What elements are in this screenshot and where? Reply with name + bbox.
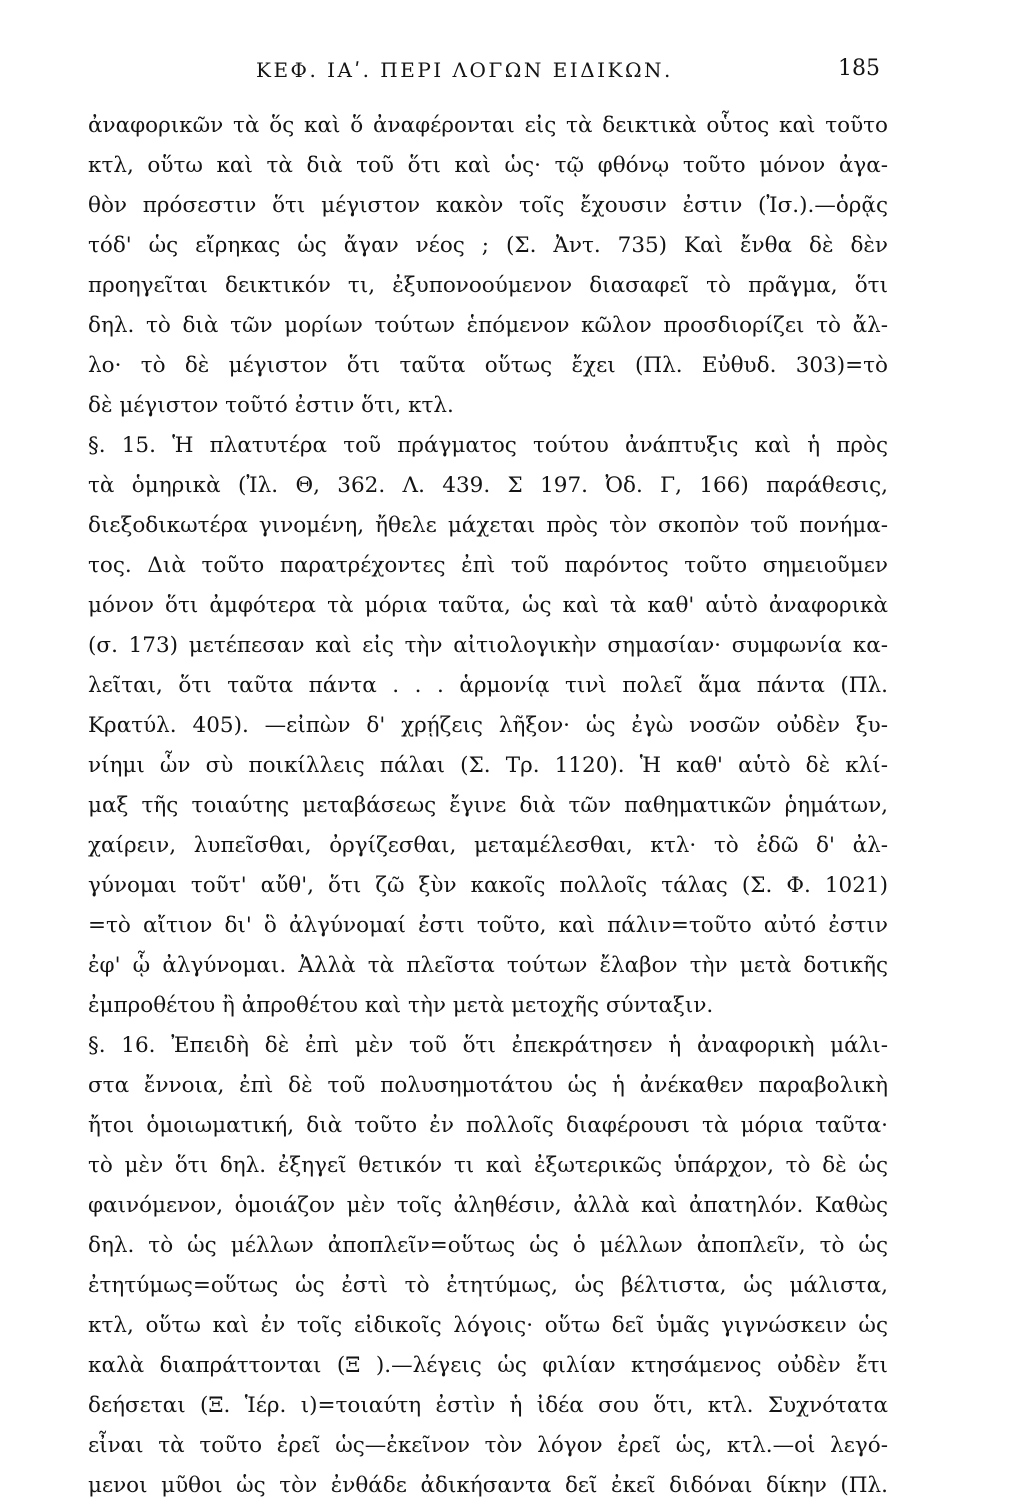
text-line: τόδ' ὡς εἴρηκας ὡς ἄγαν νέος ; (Σ. Ἀντ. 735) Καὶ ἔνθα δὲ δὲν — [88, 233, 888, 258]
text-line: δεήσεται (Ξ. Ἱέρ. ι)=τοιαύτη ἐστὶν ἡ ἰδέα σου ὅτι, κτλ. Συχνότατα — [88, 1393, 888, 1418]
text-line: =τὸ αἴτιον δι' ὃ ἀλγύνομαί ἐστι τοῦτο, καὶ πάλιν=τοῦτο αὐτό ἐστιν — [88, 913, 888, 938]
running-title: ΚΕΦ. ΙΑʹ. ΠΕΡΙ ΛΟΓΩΝ ΕΙΔΙΚΩΝ. — [256, 58, 673, 82]
text-line: τὰ ὁμηρικὰ (Ἰλ. Θ, 362. Λ. 439. Σ 197. Ὀδ. Γ, 166) παράθεσις, — [88, 473, 888, 498]
text-line: εἶναι τὰ τοῦτο ἐρεῖ ὡς—ἐκεῖνον τὸν λόγον ἐρεῖ ὡς, κτλ.—οἱ λεγό- — [88, 1433, 888, 1458]
text-line: ἐφ' ᾧ ἀλγύνομαι. Ἀλλὰ τὰ πλεῖστα τούτων ἔλαβον τὴν μετὰ δοτικῆς — [88, 953, 888, 978]
text-line: νίημι ὧν σὺ ποικίλλεις πάλαι (Σ. Τρ. 1120). Ἡ καθ' αὑτὸ δὲ κλί- — [88, 753, 888, 778]
text-line: τὸ μὲν ὅτι δηλ. ἐξηγεῖ θετικόν τι καὶ ἐξωτερικῶς ὑπάρχον, τὸ δὲ ὡς — [88, 1153, 888, 1178]
text-line: δηλ. τὸ διὰ τῶν μορίων τούτων ἑπόμενον κῶλον προσδιορίζει τὸ ἄλ- — [88, 313, 888, 338]
text-line: ἐτητύμως=οὕτως ὡς ἐστὶ τὸ ἐτητύμως, ὡς βέλτιστα, ὡς μάλιστα, — [88, 1273, 888, 1298]
text-line: δὲ μέγιστον τοῦτό ἐστιν ὅτι, κτλ. — [88, 393, 454, 418]
text-line: λεῖται, ὅτι ταῦτα πάντα . . . ἁρμονίᾳ τινὶ πολεῖ ἅμα πάντα (Πλ. — [88, 673, 888, 698]
text-line: μαξ τῆς τοιαύτης μεταβάσεως ἔγινε διὰ τῶν παθηματικῶν ῥημάτων, — [88, 793, 888, 818]
text-line: (σ. 173) μετέπεσαν καὶ εἰς τὴν αἰτιολογικὴν σημασίαν· συμφωνία κα- — [88, 633, 888, 658]
text-line: μόνον ὅτι ἀμφότερα τὰ μόρια ταῦτα, ὡς καὶ τὰ καθ' αὑτὸ ἀναφορικὰ — [88, 593, 888, 618]
page-number: 185 — [838, 56, 880, 81]
text-line: θὸν πρόσεστιν ὅτι μέγιστον κακὸν τοῖς ἔχουσιν ἐστιν (Ἰσ.).—ὁρᾷς — [88, 193, 888, 218]
text-line: Κρατύλ. 405). —εἰπὼν δ' χρῄζεις λῆξον· ὡς ἐγὼ νοσῶν οὐδὲν ξυ- — [88, 713, 888, 738]
text-line: λο· τὸ δὲ μέγιστον ὅτι ταῦτα οὕτως ἔχει (Πλ. Εὐθυδ. 303)=τὸ — [88, 353, 888, 378]
section-16-start: §. 16. Ἐπειδὴ δὲ ἐπὶ μὲν τοῦ ὅτι ἐπεκράτησεν ἡ ἀναφορικὴ μάλι- — [88, 1033, 888, 1058]
text-line: μενοι μῦθοι ὡς τὸν ἐνθάδε ἀδικήσαντα δεῖ ἐκεῖ διδόναι δίκην (Πλ. — [88, 1473, 888, 1498]
text-line: ἐμπροθέτου ἢ ἀπροθέτου καὶ τὴν μετὰ μετοχῆς σύνταξιν. — [88, 993, 714, 1018]
text-line: τος. Διὰ τοῦτο παρατρέχοντες ἐπὶ τοῦ παρόντος τοῦτο σημειοῦμεν — [88, 553, 888, 578]
text-line: δηλ. τὸ ὡς μέλλων ἀποπλεῖν=οὕτως ὡς ὁ μέλλων ἀποπλεῖν, τὸ ὡς — [88, 1233, 888, 1258]
text-line: διεξοδικωτέρα γινομένη, ἤθελε μάχεται πρὸς τὸν σκοπὸν τοῦ πονήμα- — [88, 513, 888, 538]
section-15-start: §. 15. Ἡ πλατυτέρα τοῦ πράγματος τούτου ἀνάπτυξις καὶ ἡ πρὸς — [88, 433, 888, 458]
text-line: κτλ, οὕτω καὶ ἐν τοῖς εἰδικοῖς λόγοις· οὕτω δεῖ ὑμᾶς γιγνώσκειν ὡς — [88, 1313, 888, 1338]
text-line: γύνομαι τοῦτ' αὔθ', ὅτι ζῶ ξὺν κακοῖς πολλοῖς τάλας (Σ. Φ. 1021) — [88, 873, 888, 898]
body-text — [88, 106, 888, 1506]
text-line: καλὰ διαπράττονται (Ξ ).—λέγεις ὡς φιλίαν κτησάμενος οὐδὲν ἔτι — [88, 1353, 888, 1378]
text-line: στα ἔννοια, ἐπὶ δὲ τοῦ πολυσημοτάτου ὡς ἡ ἀνέκαθεν παραβολικὴ — [88, 1073, 888, 1098]
page-header — [90, 58, 880, 92]
text-line: χαίρειν, λυπεῖσθαι, ὀργίζεσθαι, μεταμέλεσθαι, κτλ· τὸ ἐδῶ δ' ἀλ- — [88, 833, 888, 858]
text-line: ἤτοι ὁμοιωματική, διὰ τοῦτο ἐν πολλοῖς διαφέρουσι τὰ μόρια ταῦτα· — [88, 1113, 888, 1138]
text-line: ἀναφορικῶν τὰ ὅς καὶ ὅ ἀναφέρονται εἰς τὰ δεικτικὰ οὗτος καὶ τοῦτο — [88, 113, 888, 138]
text-line: προηγεῖται δεικτικόν τι, ἐξυπονοούμενον διασαφεῖ τὸ πρᾶγμα, ὅτι — [88, 273, 888, 298]
text-line: κτλ, οὕτω καὶ τὰ διὰ τοῦ ὅτι καὶ ὡς· τῷ φθόνῳ τοῦτο μόνον ἀγα- — [88, 153, 888, 178]
text-line: φαινόμενον, ὁμοιάζον μὲν τοῖς ἀληθέσιν, ἀλλὰ καὶ ἀπατηλόν. Καθὼς — [88, 1193, 888, 1218]
